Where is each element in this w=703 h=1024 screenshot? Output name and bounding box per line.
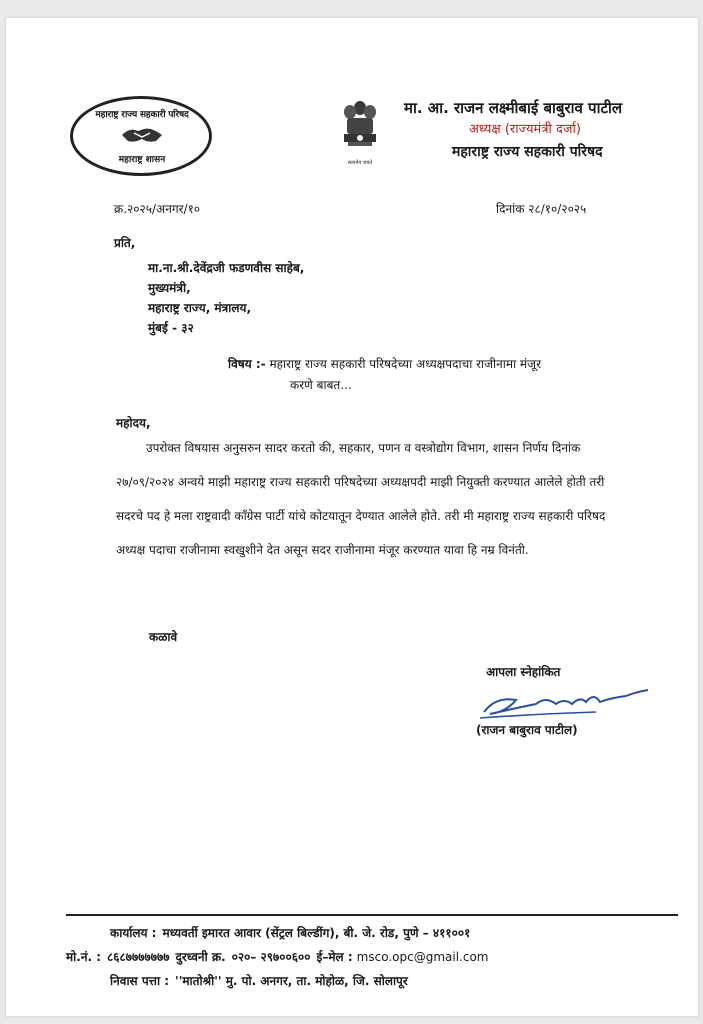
residence-address: ''मातोश्री'' मु. पो. अनगर, ता. मोहोळ, जि. सोलापूर [175,974,408,988]
subject-label: विषय :- [228,357,266,371]
recipient-line: मुख्यमंत्री, [148,281,191,295]
emblem-motto: सत्यमेव जयते [347,160,373,166]
recipient-line: मा.ना.श्री.देवेंद्रजी फडणवीस साहेब, [148,261,305,275]
reference-number: क्र.२०२५/अनगर/१० [114,202,201,216]
subject-line: करणे बाबत... [290,378,352,392]
signer-name: (राजन बाबुराव पाटील) [476,723,578,737]
contact-row [66,945,678,969]
subject [228,354,628,396]
mobile-number: ८६८७७७७७७७ [107,950,170,964]
council-seal [70,96,212,176]
to-label: प्रति, [114,236,136,250]
email-link[interactable]: msco.opc@gmail.com [356,950,489,964]
footer-divider [66,914,678,916]
subject-line: महाराष्ट्र राज्य सहकारी परिषदेच्या अध्यक्षपदाचा राजीनामा मंजूर [269,357,541,371]
letter-date: दिनांक २८/१०/२०२५ [496,202,587,216]
recipient-line: महाराष्ट्र राज्य, मंत्रालय, [148,301,251,315]
seal-top-text: महाराष्ट्र राज्य सहकारी परिषद [95,110,189,120]
closing: कळावे [149,630,178,644]
phone-number: ०२०– २९७००६०० [231,950,311,964]
letter-page [6,18,698,1016]
salutation: महोदय, [116,416,151,430]
office-address: मध्यवर्ती इमारत आवार (सेंट्रल बिल्डींग), बी. जे. रोड, पुणे – ४११००१ [162,926,471,940]
office-label: कार्यालय : [110,926,157,940]
recipient-address [148,258,304,338]
residence-label: निवास पत्ता : [110,974,170,988]
letterhead-footer [66,921,678,993]
handshake-icon [120,121,164,145]
recipient-line: मुंबई - ३२ [148,321,194,335]
national-emblem-icon [340,98,380,162]
letterhead-title [404,98,684,162]
signature-icon [476,678,656,722]
letter-body [116,431,616,567]
sender-role: अध्यक्ष (राज्यमंत्री दर्जा) [469,122,581,137]
sender-name: मा. आ. राजन लक्ष्मीबाई बाबुराव पाटील [404,99,623,117]
residence-row [66,969,678,993]
mobile-label: मो.नं. : [66,950,102,964]
complimentary-close: आपला स्नेहांकित [486,665,561,679]
sender-organization: महाराष्ट्र राज्य सहकारी परिषद [452,144,603,160]
phone-label: दुरध्वनी क्र. [175,950,226,964]
email-label: ई–मेल : [316,950,353,964]
office-address-row [66,921,678,945]
body-paragraph: उपरोक्त विषयास अनुसरुन सादर करतो की, सहकार, पणन व वस्त्रोद्योग विभाग, शासन निर्णय दिनांक २७/०९/२०२४ अन्वये माझी महाराष्ट्र राज्य सहकारी परिषदेच्या अध्यक्षपदी माझी नियुक्ती करण्यात आलेले होती तरी सदरचे पद हे मला राष्ट्रवादी कॉंग्रेस पार्टी यांचे कोटयातून देण्यात आलेले होते. तरी मी महाराष्ट्र राज्य सहकारी परिषद अध्यक्ष पदाचा राजीनामा स्वखुशीने देत असून सदर राजीनामा मंजूर करण्यात यावा हि नम्र विनंती. [116,441,606,557]
seal-bottom-text: महाराष्ट्र शासन [118,155,166,165]
